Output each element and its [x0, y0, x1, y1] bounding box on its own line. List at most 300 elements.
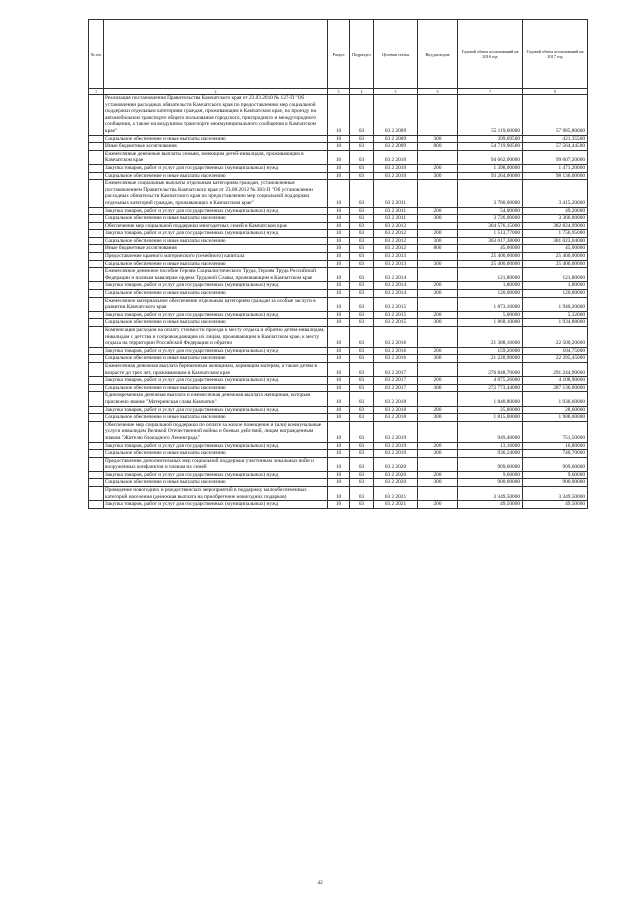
cell-2016: 1 840,80000 [458, 392, 523, 406]
cell-2016: 121,80000 [458, 268, 523, 282]
cell-vr: 200 [418, 311, 458, 319]
cell-num [89, 347, 104, 355]
cell-podrazdel: 03 [350, 237, 374, 245]
cell-num [89, 319, 104, 327]
cell-podrazdel: 03 [350, 172, 374, 180]
cell-vr: 300 [418, 172, 458, 180]
cell-2016: 25,80000 [458, 406, 523, 414]
cell-vr: 200 [418, 471, 458, 479]
cell-2017: 120,00000 [523, 290, 588, 298]
cell-vr: 200 [418, 207, 458, 215]
cell-name: Закупка товаров, работ и услуг для государственных (муниципальных) нужд [104, 347, 328, 355]
header-num: № п/п [89, 20, 104, 89]
cell-razdel: 10 [328, 406, 350, 414]
col-num-5: 5 [374, 89, 418, 95]
cell-num [89, 237, 104, 245]
cell-csr: 03 2 2017 [374, 377, 418, 385]
cell-csr: 03 2 2013 [374, 253, 418, 261]
col-num-2: 2 [104, 89, 328, 95]
cell-2017: 49,20000 [523, 207, 588, 215]
cell-2016: 4 075,26000 [458, 377, 523, 385]
cell-razdel: 10 [328, 450, 350, 458]
table-row [89, 164, 588, 172]
cell-vr [418, 95, 458, 136]
table-row [89, 172, 588, 180]
table-row [89, 297, 588, 311]
cell-razdel: 10 [328, 143, 350, 151]
cell-2016: 25 400,00000 [458, 260, 523, 268]
cell-vr: 200 [418, 347, 458, 355]
cell-podrazdel: 03 [350, 487, 374, 501]
cell-name: Ежемесячное материальное обеспечение отдельным категориям граждан за особые заслуги в развитии Камчатского края [104, 297, 328, 311]
col-num-8: 8 [523, 89, 588, 95]
cell-csr: 03 2 2019 [374, 450, 418, 458]
cell-vr [418, 327, 458, 348]
cell-num [89, 501, 104, 509]
cell-razdel: 10 [328, 150, 350, 164]
cell-razdel: 10 [328, 290, 350, 298]
cell-2016: 936,24000 [458, 450, 523, 458]
col-num-3: 3 [328, 89, 350, 95]
cell-csr: 03 2 2015 [374, 319, 418, 327]
cell-csr: 03 2 2017 [374, 362, 418, 376]
cell-name: Социальное обеспечение и иные выплаты населению [104, 414, 328, 422]
cell-podrazdel: 03 [350, 406, 374, 414]
cell-name: Закупка товаров, работ и услуг для государственных (муниципальных) нужд [104, 230, 328, 238]
cell-2016: 1,80000 [458, 282, 523, 290]
table-row [89, 327, 588, 348]
table-row [89, 392, 588, 406]
cell-num [89, 222, 104, 230]
cell-razdel: 10 [328, 362, 350, 376]
cell-name: Обеспечение мер социальной поддержки по оплате за жилое помещение и (или) коммунальные услуги инвалидам Великой Отечественной войны и боевых действий, лицам награжденным знаком "Жителю блокадного Ленинграда" [104, 421, 328, 442]
cell-2017: 4 108,90000 [523, 377, 588, 385]
table-row [89, 150, 588, 164]
cell-vr: 800 [418, 245, 458, 253]
cell-num [89, 384, 104, 392]
cell-2016: 13,16000 [458, 442, 523, 450]
cell-csr: 03 2 2021 [374, 501, 418, 509]
cell-podrazdel: 03 [350, 471, 374, 479]
cell-podrazdel: 03 [350, 327, 374, 348]
table-row [89, 450, 588, 458]
cell-num [89, 362, 104, 376]
cell-razdel: 10 [328, 282, 350, 290]
cell-num [89, 215, 104, 223]
cell-2017: 1,80000 [523, 282, 588, 290]
table-row [89, 355, 588, 363]
cell-name: Социальное обеспечение и иные выплаты населению [104, 172, 328, 180]
cell-name: Закупка товаров, работ и услуг для государственных (муниципальных) нужд [104, 501, 328, 509]
cell-razdel: 10 [328, 392, 350, 406]
cell-vr: 200 [418, 406, 458, 414]
cell-2017: 49,50000 [523, 501, 588, 509]
cell-2017: 1 934,88000 [523, 319, 588, 327]
cell-name: Закупка товаров, работ и услуг для государственных (муниципальных) нужд [104, 282, 328, 290]
cell-2016: 55 119,60000 [458, 95, 523, 136]
cell-2017: 1 936,60000 [523, 392, 588, 406]
header-vr: Вид расходов [418, 20, 458, 89]
cell-csr: 03 2 2012 [374, 230, 418, 238]
table-row [89, 207, 588, 215]
cell-2017: 909,60000 [523, 457, 588, 471]
cell-podrazdel: 03 [350, 450, 374, 458]
cell-csr: 03 2 2011 [374, 180, 418, 207]
cell-name: Социальное обеспечение и иные выплаты населению [104, 450, 328, 458]
table-row [89, 442, 588, 450]
table-row [89, 384, 588, 392]
cell-name: Закупка товаров, работ и услуг для государственных (муниципальных) нужд [104, 406, 328, 414]
table-row [89, 457, 588, 471]
cell-name: Социальное обеспечение и иные выплаты населению [104, 237, 328, 245]
cell-vr [418, 362, 458, 376]
header-name [104, 20, 328, 89]
cell-num [89, 297, 104, 311]
cell-2017: 3 349,50000 [523, 487, 588, 501]
cell-2017: 291 244,90000 [523, 362, 588, 376]
cell-razdel: 10 [328, 215, 350, 223]
cell-2016: 1 513,77000 [458, 230, 523, 238]
cell-name: Закупка товаров, работ и услуг для государственных (муниципальных) нужд [104, 311, 328, 319]
cell-2017: 98 136,00000 [523, 172, 588, 180]
cell-num [89, 311, 104, 319]
cell-vr: 300 [418, 384, 458, 392]
cell-csr: 03 2 2016 [374, 355, 418, 363]
cell-razdel: 10 [328, 457, 350, 471]
cell-name: Социальное обеспечение и иные выплаты населению [104, 384, 328, 392]
cell-csr: 03 2 2019 [374, 421, 418, 442]
cell-num [89, 392, 104, 406]
cell-name: Компенсация расходов на оплату стоимости проезда к месту отдыха и обратно детям-инвалидам, инвалидам с детства и сопровождающим их лицам, проживающим в Камчатском крае, к месту отдыха на территории Российской Федерации и обратно [104, 327, 328, 348]
table-row [89, 414, 588, 422]
cell-csr: 03 2 2010 [374, 150, 418, 164]
cell-name: Социальное обеспечение и иные выплаты населению [104, 135, 328, 143]
cell-2017: 3 415,20000 [523, 180, 588, 207]
header-2017: Годовой объем ассигнований на 2017 год [523, 20, 588, 89]
table-row [89, 282, 588, 290]
cell-razdel: 10 [328, 222, 350, 230]
table-row [89, 253, 588, 261]
cell-razdel: 10 [328, 237, 350, 245]
cell-name: Закупка товаров, работ и услуг для государственных (муниципальных) нужд [104, 442, 328, 450]
cell-vr [418, 487, 458, 501]
cell-podrazdel: 03 [350, 479, 374, 487]
cell-2016: 900,00000 [458, 479, 523, 487]
table-row [89, 268, 588, 282]
cell-csr: 03 2 2021 [374, 487, 418, 501]
cell-csr: 03 2 2014 [374, 268, 418, 282]
cell-vr [418, 392, 458, 406]
cell-name: Социальное обеспечение и иные выплаты населению [104, 355, 328, 363]
cell-name: Проведение новогодних и рождественских мероприятий в поддержку малообеспеченных категорий населения (денежная выплата на приобретение новогодних подарков) [104, 487, 328, 501]
cell-razdel: 10 [328, 319, 350, 327]
cell-razdel: 10 [328, 487, 350, 501]
cell-2016: 949,40000 [458, 421, 523, 442]
cell-razdel: 10 [328, 207, 350, 215]
table-row [89, 135, 588, 143]
cell-podrazdel: 03 [350, 268, 374, 282]
cell-podrazdel: 03 [350, 457, 374, 471]
cell-2017: 1 471,20000 [523, 164, 588, 172]
table-row [89, 406, 588, 414]
cell-podrazdel: 03 [350, 143, 374, 151]
cell-2017: 25 400,00000 [523, 260, 588, 268]
cell-podrazdel: 03 [350, 442, 374, 450]
cell-2017: 25 400,00000 [523, 253, 588, 261]
cell-csr: 03 2 2015 [374, 297, 418, 311]
cell-2017: 99 607,20000 [523, 150, 588, 164]
cell-csr: 03 2 2009 [374, 95, 418, 136]
cell-vr: 200 [418, 377, 458, 385]
cell-csr: 03 2 2016 [374, 327, 418, 348]
cell-num [89, 245, 104, 253]
cell-csr: 03 2 2014 [374, 290, 418, 298]
cell-2016: 272 773,44000 [458, 384, 523, 392]
cell-2016: 364 576,15000 [458, 222, 523, 230]
cell-name: Ежемесячная денежная выплата беременным женщинам, кормящим матерям, а также детям в возрасте до трех лет, проживающим в Камчатском крае [104, 362, 328, 376]
col-num-4: 4 [350, 89, 374, 95]
cell-name: Ежемесячное денежное пособие Героям Социалистического Труда, Героям Труда Российской Федерации и полным кавалерам ордена Трудовой Славы, проживающим в Камчатском крае [104, 268, 328, 282]
cell-podrazdel: 03 [350, 355, 374, 363]
cell-podrazdel: 03 [350, 319, 374, 327]
cell-razdel: 10 [328, 355, 350, 363]
cell-podrazdel: 03 [350, 282, 374, 290]
cell-vr: 300 [418, 450, 458, 458]
cell-2017: 287 136,00000 [523, 384, 588, 392]
col-num-7: 7 [458, 89, 523, 95]
header-podrazdel: Подраздел [350, 20, 374, 89]
cell-csr: 03 2 2020 [374, 479, 418, 487]
cell-podrazdel: 03 [350, 311, 374, 319]
cell-2017: 421,35500 [523, 135, 588, 143]
table-row [89, 143, 588, 151]
table-row [89, 230, 588, 238]
cell-vr: 300 [418, 479, 458, 487]
cell-csr: 03 2 2011 [374, 207, 418, 215]
table-row [89, 260, 588, 268]
cell-name: Иные бюджетные ассигнования [104, 245, 328, 253]
cell-num [89, 471, 104, 479]
table-row [89, 290, 588, 298]
cell-name: Закупка товаров, работ и услуг для государственных (муниципальных) нужд [104, 207, 328, 215]
table-row [89, 215, 588, 223]
cell-csr: 03 2 2018 [374, 414, 418, 422]
cell-num [89, 457, 104, 471]
cell-2016: 276 848,70000 [458, 362, 523, 376]
cell-2016: 45,00000 [458, 245, 523, 253]
cell-2016: 54 719,90500 [458, 143, 523, 151]
cell-2017: 57 985,80000 [523, 95, 588, 136]
cell-name: Обеспечение мер социальной поддержки многодетных семей в Камчатском крае [104, 222, 328, 230]
cell-razdel: 10 [328, 501, 350, 509]
cell-podrazdel: 03 [350, 377, 374, 385]
cell-num [89, 479, 104, 487]
cell-razdel: 10 [328, 164, 350, 172]
cell-name: Закупка товаров, работ и услуг для государственных (муниципальных) нужд [104, 164, 328, 172]
cell-num [89, 164, 104, 172]
cell-vr [418, 297, 458, 311]
cell-podrazdel: 03 [350, 245, 374, 253]
cell-podrazdel: 03 [350, 414, 374, 422]
cell-num [89, 135, 104, 143]
cell-razdel: 10 [328, 421, 350, 442]
cell-2016: 1 873,10000 [458, 297, 523, 311]
table-row [89, 501, 588, 509]
cell-2017: 9,60000 [523, 471, 588, 479]
cell-2017: 900,00000 [523, 479, 588, 487]
cell-num [89, 406, 104, 414]
cell-vr: 300 [418, 319, 458, 327]
cell-razdel: 10 [328, 253, 350, 261]
cell-vr: 200 [418, 164, 458, 172]
cell-csr: 03 2 2020 [374, 471, 418, 479]
cell-csr: 03 2 2015 [374, 311, 418, 319]
cell-vr: 800 [418, 143, 458, 151]
cell-vr [418, 253, 458, 261]
cell-razdel: 10 [328, 245, 350, 253]
cell-num [89, 180, 104, 207]
cell-razdel: 10 [328, 384, 350, 392]
cell-podrazdel: 03 [350, 180, 374, 207]
col-num-6: 6 [418, 89, 458, 95]
cell-podrazdel: 03 [350, 222, 374, 230]
cell-vr: 300 [418, 290, 458, 298]
cell-2017: 22 395,45000 [523, 355, 588, 363]
table-row [89, 222, 588, 230]
table-row [89, 95, 588, 136]
cell-podrazdel: 03 [350, 290, 374, 298]
cell-vr: 200 [418, 501, 458, 509]
cell-csr: 03 2 2011 [374, 215, 418, 223]
cell-razdel: 10 [328, 180, 350, 207]
cell-name: Предоставление краевого материнского (семейного) капитала [104, 253, 328, 261]
cell-name: Ежемесячные денежные выплаты семьям, имеющим детей-инвалидов, проживающим в Камчатском крае [104, 150, 328, 164]
cell-razdel: 10 [328, 442, 350, 450]
cell-2017: 22 500,20000 [523, 327, 588, 348]
cell-2016: 1 815,00000 [458, 414, 523, 422]
cell-2017: 1 756,95000 [523, 230, 588, 238]
cell-2017: 104,75000 [523, 347, 588, 355]
cell-csr: 03 2 2018 [374, 406, 418, 414]
budget-table [88, 19, 588, 509]
cell-vr [418, 268, 458, 282]
cell-vr [418, 222, 458, 230]
cell-vr [418, 180, 458, 207]
cell-csr: 03 2 2017 [374, 384, 418, 392]
table-body [89, 95, 588, 509]
cell-vr: 300 [418, 355, 458, 363]
cell-vr: 200 [418, 230, 458, 238]
cell-csr: 03 2 2013 [374, 260, 418, 268]
cell-razdel: 10 [328, 377, 350, 385]
cell-csr: 03 2 2012 [374, 222, 418, 230]
cell-vr: 300 [418, 237, 458, 245]
cell-podrazdel: 03 [350, 501, 374, 509]
cell-podrazdel: 03 [350, 164, 374, 172]
cell-razdel: 10 [328, 347, 350, 355]
cell-num [89, 377, 104, 385]
cell-csr: 03 2 2012 [374, 237, 418, 245]
cell-podrazdel: 03 [350, 297, 374, 311]
cell-vr: 300 [418, 414, 458, 422]
cell-2016: 3 780,00000 [458, 180, 523, 207]
cell-vr: 300 [418, 260, 458, 268]
table-row [89, 180, 588, 207]
cell-name: Закупка товаров, работ и услуг для государственных (муниципальных) нужд [104, 377, 328, 385]
cell-csr: 03 2 2016 [374, 347, 418, 355]
cell-vr [418, 150, 458, 164]
cell-num [89, 421, 104, 442]
table-row [89, 237, 588, 245]
cell-2017: 45,00000 [523, 245, 588, 253]
cell-num [89, 207, 104, 215]
cell-podrazdel: 03 [350, 421, 374, 442]
cell-podrazdel: 03 [350, 347, 374, 355]
cell-vr: 200 [418, 442, 458, 450]
cell-name: Закупка товаров, работ и услуг для государственных (муниципальных) нужд [104, 471, 328, 479]
cell-vr [418, 421, 458, 442]
cell-razdel: 10 [328, 135, 350, 143]
table-header-row [89, 20, 588, 89]
cell-2016: 1 868,10000 [458, 319, 523, 327]
cell-2016: 3 726,00000 [458, 215, 523, 223]
cell-razdel: 10 [328, 297, 350, 311]
cell-name: Социальное обеспечение и иные выплаты населению [104, 479, 328, 487]
cell-2016: 159,20000 [458, 347, 523, 355]
cell-num [89, 253, 104, 261]
cell-vr [418, 457, 458, 471]
cell-num [89, 143, 104, 151]
cell-name: Иные бюджетные ассигнования [104, 143, 328, 151]
table-row [89, 479, 588, 487]
col-num-1: 1 [89, 89, 104, 95]
cell-num [89, 355, 104, 363]
table-row [89, 347, 588, 355]
budget-table-sheet [88, 19, 587, 509]
cell-2017: 1 908,00000 [523, 414, 588, 422]
cell-num [89, 414, 104, 422]
cell-2016: 363 017,38000 [458, 237, 523, 245]
page-number: 42 [317, 880, 323, 886]
table-row [89, 311, 588, 319]
cell-2017: 751,50000 [523, 421, 588, 442]
cell-csr: 03 2 2012 [374, 245, 418, 253]
cell-podrazdel: 03 [350, 135, 374, 143]
cell-vr: 300 [418, 135, 458, 143]
cell-podrazdel: 03 [350, 150, 374, 164]
cell-razdel: 10 [328, 230, 350, 238]
cell-csr: 03 2 2014 [374, 282, 418, 290]
table-row [89, 362, 588, 376]
cell-2017: 121,80000 [523, 268, 588, 282]
cell-podrazdel: 03 [350, 392, 374, 406]
cell-2016: 49,50000 [458, 501, 523, 509]
cell-csr: 03 2 2019 [374, 442, 418, 450]
cell-name: Социальное обеспечение и иные выплаты населению [104, 215, 328, 223]
cell-2017: 3 366,00000 [523, 215, 588, 223]
cell-razdel: 10 [328, 260, 350, 268]
cell-num [89, 327, 104, 348]
cell-podrazdel: 03 [350, 230, 374, 238]
cell-podrazdel: 03 [350, 95, 374, 136]
cell-podrazdel: 03 [350, 253, 374, 261]
cell-csr: 03 2 2009 [374, 143, 418, 151]
table-row [89, 319, 588, 327]
cell-2016: 5,00000 [458, 311, 523, 319]
cell-2016: 3 349,50000 [458, 487, 523, 501]
table-row [89, 471, 588, 479]
cell-num [89, 268, 104, 282]
